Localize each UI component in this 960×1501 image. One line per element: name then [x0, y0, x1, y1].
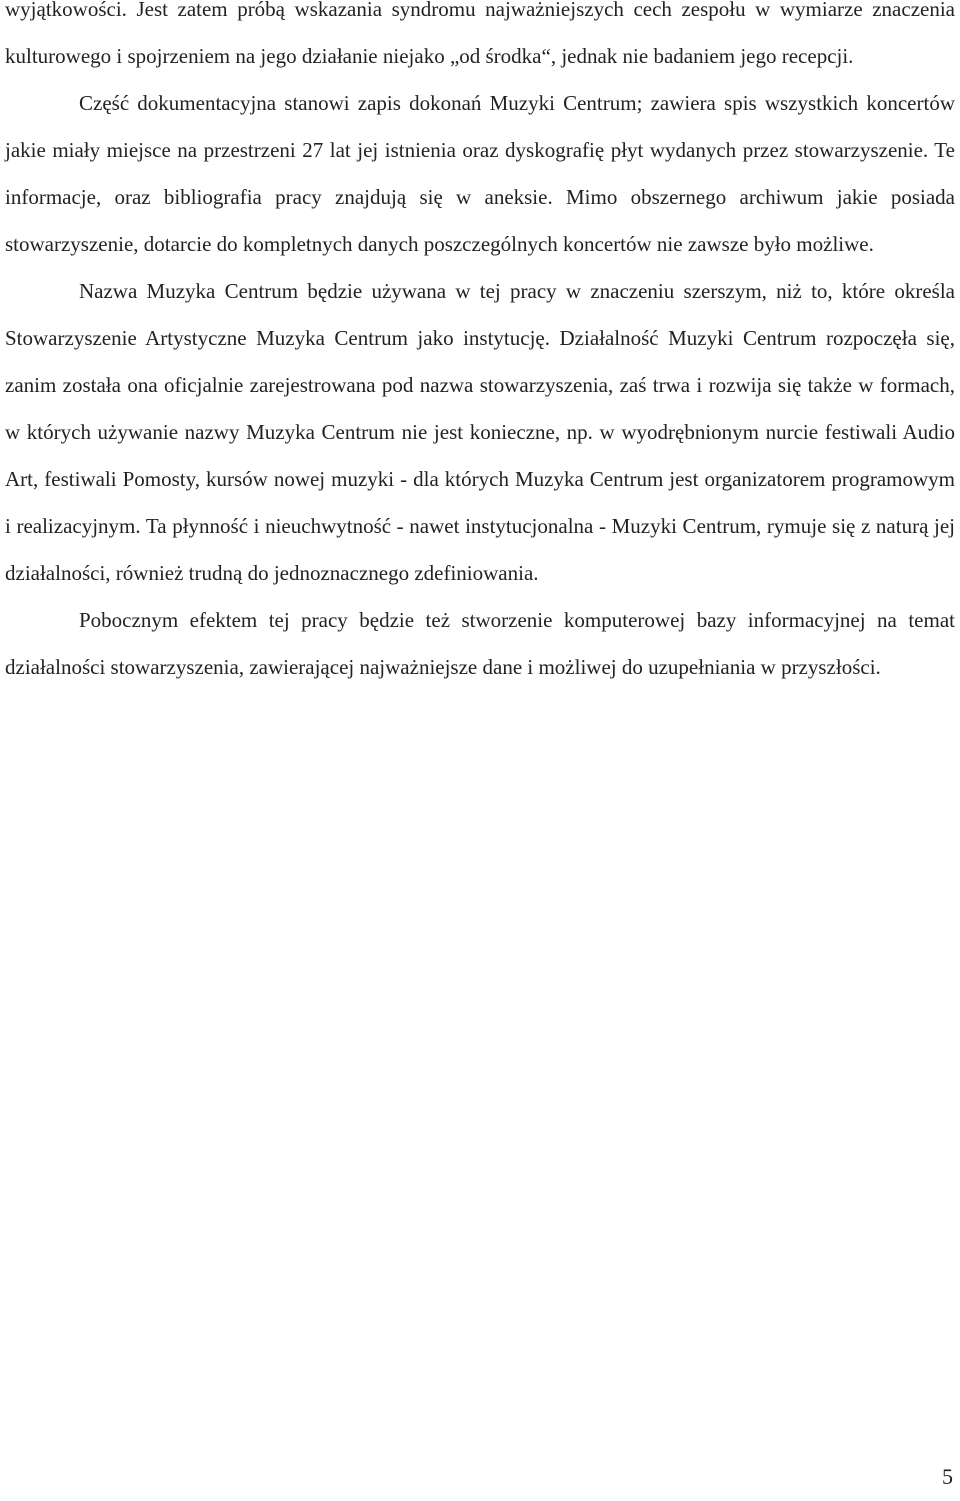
page-number: 5: [942, 1464, 953, 1489]
paragraph-name-usage: Nazwa Muzyka Centrum będzie używana w tej pracy w znaczeniu szerszym, niż to, które określa Stowarzyszenie Artystyczne Muzyka Centrum jako instytucję. Działalność Muzyki Centrum rozpoczęła się, zanim została ona oficjalnie zarejestrowana pod nazwa stowarzyszenia, zaś trwa i rozwija się także w formach, w których używanie nazwy Muzyka Centrum nie jest konieczne, np. w wyodrębnionym nurcie festiwali Audio Art, festiwali Pomosty, kursów nowej muzyki - dla których Muzyka Centrum jest organizatorem programowym i realizacyjnym. Ta płynność i nieuchwytność - nawet instytucjonalna - Muzyki Centrum, rymuje się z naturą jej działalności, również trudną do jednoznacznego zdefiniowania.: [5, 279, 955, 585]
paragraph-database: Pobocznym efektem tej pracy będzie też stworzenie komputerowej bazy informacyjnej na temat działalności stowarzyszenia, zawierającej najważniejsze dane i możliwej do uzupełniania w przyszłości.: [5, 608, 955, 679]
document-page: [5, 0, 955, 691]
paragraph-continuation: wyjątkowości. Jest zatem próbą wskazania syndromu najważniejszych cech zespołu w wymiarze znaczenia kulturowego i spojrzeniem na jego działanie niejako „od środka“, jednak nie badaniem jego recepcji.: [5, 0, 955, 68]
paragraph-documentation: Część dokumentacyjna stanowi zapis dokonań Muzyki Centrum; zawiera spis wszystkich koncertów jakie miały miejsce na przestrzeni 27 lat jej istnienia oraz dyskografię płyt wydanych przez stowarzyszenie. Te informacje, oraz bibliografia pracy znajdują się w aneksie. Mimo obszernego archiwum jakie posiada stowarzyszenie, dotarcie do kompletnych danych poszczególnych koncertów nie zawsze było możliwe.: [5, 91, 955, 256]
